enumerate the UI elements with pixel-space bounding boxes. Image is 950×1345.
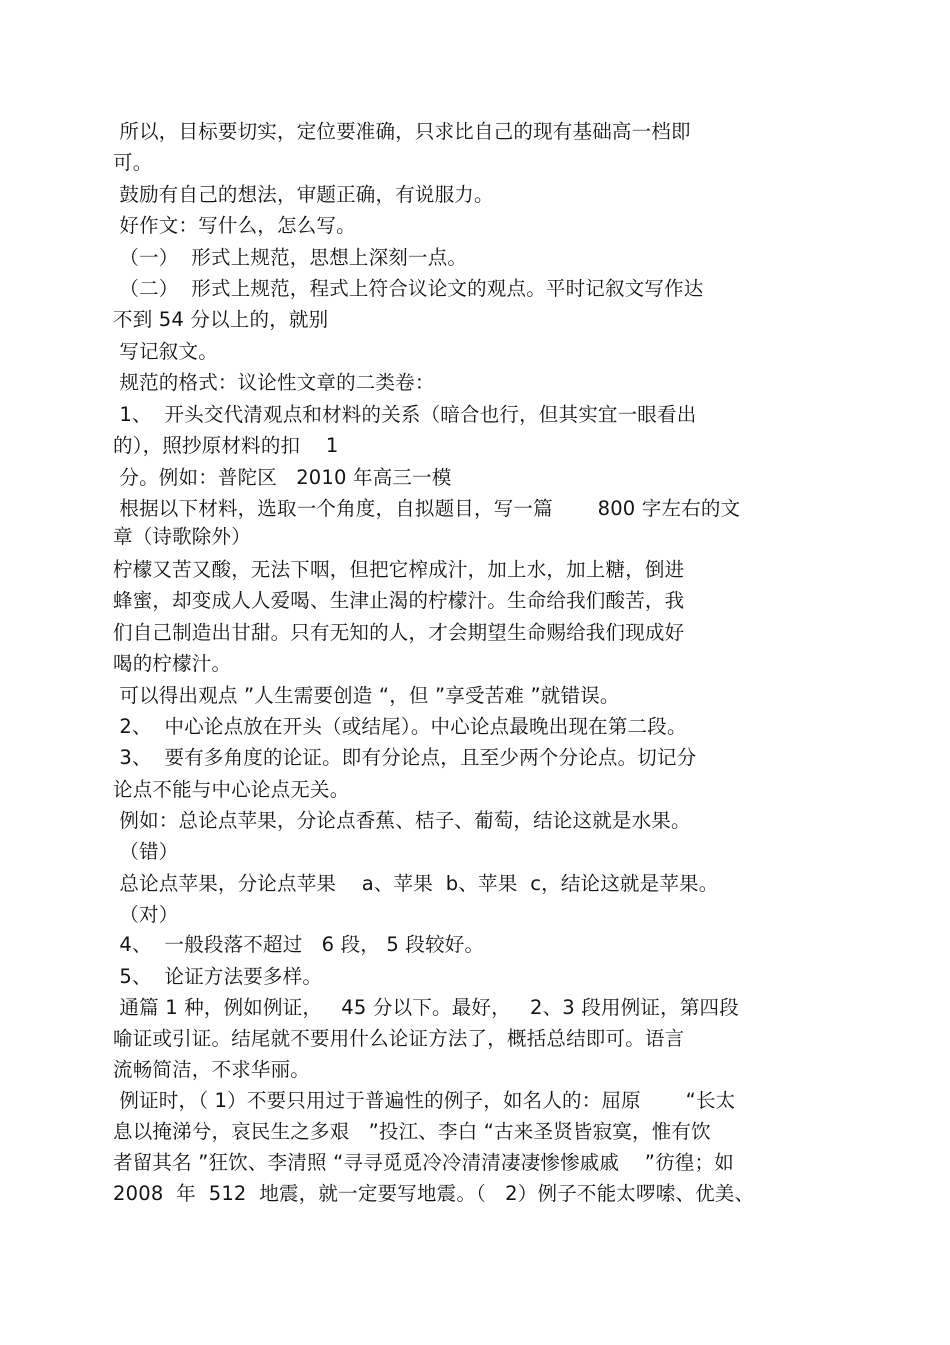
text-line: 可以得出观点 ”人生需要创造 “，但 ”享受苦难 ”就错误。 bbox=[113, 684, 620, 707]
text-line: 蜂蜜，却变成人人爱喝、生津止渴的柠檬汁。生命给我们酸苦，我 bbox=[113, 589, 685, 612]
text-line: 论点不能与中心论点无关。 bbox=[113, 778, 350, 801]
text-line: 3、 要有多角度的论证。即有分论点，且至少两个分论点。切记分 bbox=[113, 746, 697, 769]
text-line: 不到 54 分以上的，就别 bbox=[113, 308, 329, 331]
text-line: 2008 年 512 地震，就一定要写地震。（ 2）例子不能太啰嗦、优美、 bbox=[113, 1182, 755, 1205]
text-line: 柠檬又苦又酸，无法下咽，但把它榨成汁，加上水，加上糖，倒进 bbox=[113, 558, 685, 581]
text-line: 规范的格式：议论性文章的二类卷： bbox=[113, 371, 435, 394]
text-line: 息以掩涕兮，哀民生之多艰 ”投江、李白 “古来圣贤皆寂寞，惟有饮 bbox=[113, 1120, 711, 1143]
text-line: 鼓励有自己的想法，审题正确，有说服力。 bbox=[113, 183, 494, 206]
text-line: 章（诗歌除外） bbox=[113, 525, 251, 548]
text-line: 的），照抄原材料的扣 1 bbox=[113, 434, 339, 457]
text-line: 写记叙文。 bbox=[113, 340, 218, 363]
text-line: 所以，目标要切实，定位要准确，只求比自己的现有基础高一档即 bbox=[113, 120, 691, 143]
text-line: 可。 bbox=[113, 151, 153, 174]
text-line: （错） bbox=[113, 840, 179, 863]
text-line: 通篇 1 种，例如例证， 45 分以下。最好， 2、3 段用例证，第四段 bbox=[113, 996, 739, 1019]
text-line: 根据以下材料，选取一个角度，自拟题目，写一篇 800 字左右的文 bbox=[113, 497, 741, 520]
text-line: 好作文：写什么，怎么写。 bbox=[113, 214, 356, 237]
text-line: 分。例如：普陀区 2010 年高三一模 bbox=[113, 466, 452, 489]
text-line: 们自己制造出甘甜。只有无知的人，才会期望生命赐给我们现成好 bbox=[113, 621, 685, 644]
text-line: （一） 形式上规范，思想上深刻一点。 bbox=[113, 246, 468, 269]
text-line: 喻证或引证。结尾就不要用什么论证方法了，概括总结即可。语言 bbox=[113, 1027, 685, 1050]
text-line: 例如：总论点苹果，分论点香蕉、桔子、葡萄，结论这就是水果。 bbox=[113, 809, 691, 832]
text-line: 喝的柠檬汁。 bbox=[113, 652, 232, 675]
text-line: 例证时，（ 1）不要只用过于普遍性的例子，如名人的：屈原 “长太 bbox=[113, 1089, 736, 1112]
text-line: （二） 形式上规范，程式上符合议论文的观点。平时记叙文写作达 bbox=[113, 277, 704, 300]
text-line: 2、 中心论点放在开头（或结尾）。中心论点最晚出现在第二段。 bbox=[113, 715, 687, 738]
text-line: 总论点苹果，分论点苹果 a、苹果 b、苹果 c，结论这就是苹果。 bbox=[113, 872, 719, 895]
text-line: 5、 论证方法要多样。 bbox=[113, 965, 323, 988]
text-line: 4、 一般段落不超过 6 段， 5 段较好。 bbox=[113, 933, 485, 956]
text-line: 者留其名 ”狂饮、李清照 “寻寻觅觅冷冷清清凄凄惨惨戚戚 ”彷徨；如 bbox=[113, 1151, 734, 1174]
text-line: 流畅简洁，不求华丽。 bbox=[113, 1058, 311, 1081]
text-line: （对） bbox=[113, 903, 179, 926]
text-line: 1、 开头交代清观点和材料的关系（暗合也行，但其实宜一眼看出 bbox=[113, 403, 697, 426]
